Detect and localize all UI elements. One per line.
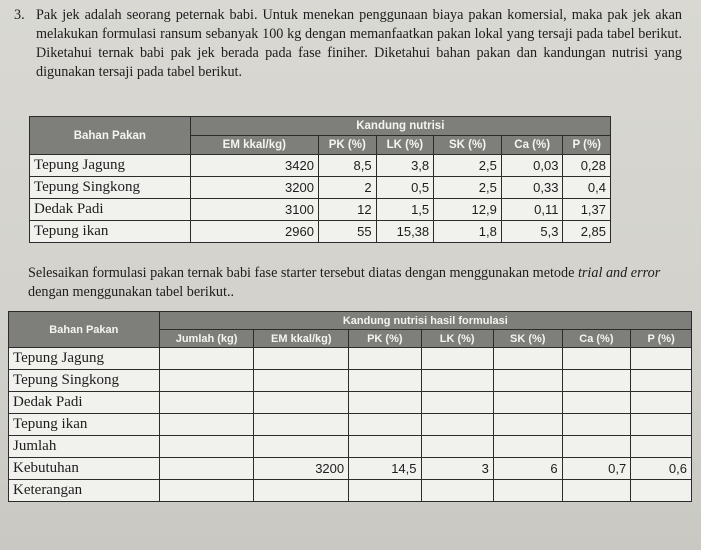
table-cell[interactable]: 0,7 [562, 458, 631, 480]
table-cell[interactable] [254, 392, 349, 414]
row-label: Dedak Padi [30, 199, 191, 221]
table-cell[interactable] [254, 436, 349, 458]
table-cell[interactable] [493, 348, 562, 370]
table-cell[interactable] [493, 480, 562, 502]
row-label: Keterangan [9, 480, 160, 502]
table-cell[interactable] [254, 348, 349, 370]
column-header: Jumlah (kg) [159, 330, 254, 348]
table-cell: 5,3 [501, 221, 563, 243]
row-label: Jumlah [9, 436, 160, 458]
row-label: Tepung Jagung [9, 348, 160, 370]
table-cell[interactable] [631, 480, 692, 502]
table-cell[interactable] [562, 436, 631, 458]
table-row [9, 436, 692, 458]
table-cell: 15,38 [376, 221, 434, 243]
table-row [30, 155, 611, 177]
table-cell: 3420 [190, 155, 318, 177]
header-bahan-pakan-2: Bahan Pakan [9, 312, 160, 348]
table-cell: 0,33 [501, 177, 563, 199]
row-label: Tepung Jagung [30, 155, 191, 177]
table-cell[interactable] [631, 348, 692, 370]
table-cell: 0,28 [563, 155, 611, 177]
table-cell[interactable] [349, 348, 421, 370]
table-cell[interactable] [159, 436, 254, 458]
table-cell[interactable] [349, 370, 421, 392]
table-cell[interactable] [421, 348, 493, 370]
column-header: PK (%) [318, 136, 376, 155]
table-cell: 12 [318, 199, 376, 221]
table-row [9, 414, 692, 436]
table-cell[interactable] [631, 414, 692, 436]
instruction-text [28, 264, 668, 302]
table-cell[interactable] [159, 458, 254, 480]
row-label: Tepung Singkong [9, 370, 160, 392]
table-cell: 1,5 [376, 199, 434, 221]
row-label: Tepung Singkong [30, 177, 191, 199]
table-cell: 1,37 [563, 199, 611, 221]
column-header: EM kkal/kg) [190, 136, 318, 155]
column-header: P (%) [563, 136, 611, 155]
problem-number: 3. [14, 7, 25, 23]
table-cell[interactable] [254, 370, 349, 392]
table-cell: 12,9 [434, 199, 502, 221]
table-cell: 3,8 [376, 155, 434, 177]
table-cell[interactable] [421, 414, 493, 436]
table-cell: 2,85 [563, 221, 611, 243]
table-cell[interactable] [631, 392, 692, 414]
table-row [9, 348, 692, 370]
table-cell: 3100 [190, 199, 318, 221]
table-cell[interactable] [159, 480, 254, 502]
table-cell[interactable] [349, 436, 421, 458]
table-cell[interactable] [421, 436, 493, 458]
table-cell[interactable] [349, 392, 421, 414]
table-cell: 55 [318, 221, 376, 243]
table-cell: 8,5 [318, 155, 376, 177]
column-header: LK (%) [376, 136, 434, 155]
row-label: Kebutuhan [9, 458, 160, 480]
table-cell[interactable]: 6 [493, 458, 562, 480]
table-cell: 2960 [190, 221, 318, 243]
row-label: Tepung ikan [30, 221, 191, 243]
header-kandungan-nutrisi: Kandung nutrisi [190, 117, 610, 136]
table-cell[interactable]: 14,5 [349, 458, 421, 480]
table-row [9, 458, 692, 480]
header-bahan-pakan: Bahan Pakan [30, 117, 191, 155]
table-cell[interactable] [562, 414, 631, 436]
table-row [30, 177, 611, 199]
table-cell[interactable] [349, 480, 421, 502]
table-cell[interactable] [421, 392, 493, 414]
table-cell[interactable]: 3 [421, 458, 493, 480]
table-cell[interactable] [159, 348, 254, 370]
column-header: PK (%) [349, 330, 421, 348]
column-header: Ca (%) [562, 330, 631, 348]
nutrient-table [29, 116, 611, 243]
table-cell[interactable] [493, 370, 562, 392]
column-header: SK (%) [434, 136, 502, 155]
table-cell[interactable] [159, 392, 254, 414]
table-cell[interactable] [421, 370, 493, 392]
table-cell[interactable] [493, 436, 562, 458]
table-cell[interactable] [349, 414, 421, 436]
table-cell[interactable] [631, 370, 692, 392]
instruction-before: Selesaikan formulasi pakan ternak babi fase starter tersebut diatas dengan menggunakan metode [28, 265, 578, 281]
table-cell[interactable] [562, 348, 631, 370]
row-label: Tepung ikan [9, 414, 160, 436]
table-cell[interactable]: 0,6 [631, 458, 692, 480]
table-row [9, 392, 692, 414]
column-header: P (%) [631, 330, 692, 348]
table-cell[interactable] [421, 480, 493, 502]
table-cell: 3200 [190, 177, 318, 199]
table-cell[interactable] [562, 480, 631, 502]
table-cell: 1,8 [434, 221, 502, 243]
table-cell[interactable] [254, 414, 349, 436]
formulation-table [8, 311, 692, 502]
instruction-emphasis: trial and error [577, 265, 661, 281]
problem-text: Pak jek adalah seorang peternak babi. Untuk menekan penggunaan biaya pakan komersial, maka pak jek akan melakukan formulasi ransum sebanyak 100 kg dengan memanfaatkan pakan lokal yang tersaji pada tabel berikut. Diketahui ternak babi pak jek berada pada fase finiher. Diketahui bahan pakan dan kandungan nutrisi yang digunakan tersaji pada tabel berikut. [36, 7, 682, 80]
table-cell[interactable] [562, 392, 631, 414]
column-header: SK (%) [493, 330, 562, 348]
table-cell[interactable] [159, 370, 254, 392]
table-cell: 0,5 [376, 177, 434, 199]
column-header: EM kkal/kg) [254, 330, 349, 348]
table-row [9, 370, 692, 392]
instruction-after: dengan menggunakan tabel berikut.. [28, 284, 235, 300]
table-cell: 2,5 [434, 155, 502, 177]
column-header: LK (%) [421, 330, 493, 348]
table-cell[interactable] [493, 392, 562, 414]
table-cell: 0,03 [501, 155, 563, 177]
table-cell[interactable] [254, 480, 349, 502]
table-cell[interactable]: 3200 [254, 458, 349, 480]
table-cell[interactable] [493, 414, 562, 436]
problem-statement [14, 6, 682, 82]
table-cell: 2,5 [434, 177, 502, 199]
table-row [30, 221, 611, 243]
column-header: Ca (%) [501, 136, 563, 155]
header-kandungan-hasil: Kandung nutrisi hasil formulasi [159, 312, 691, 330]
table-row [30, 199, 611, 221]
table-row [9, 480, 692, 502]
table-cell[interactable] [631, 436, 692, 458]
table-cell: 2 [318, 177, 376, 199]
table-cell[interactable] [562, 370, 631, 392]
row-label: Dedak Padi [9, 392, 160, 414]
table-cell: 0,11 [501, 199, 563, 221]
table-cell: 0,4 [563, 177, 611, 199]
table-cell[interactable] [159, 414, 254, 436]
